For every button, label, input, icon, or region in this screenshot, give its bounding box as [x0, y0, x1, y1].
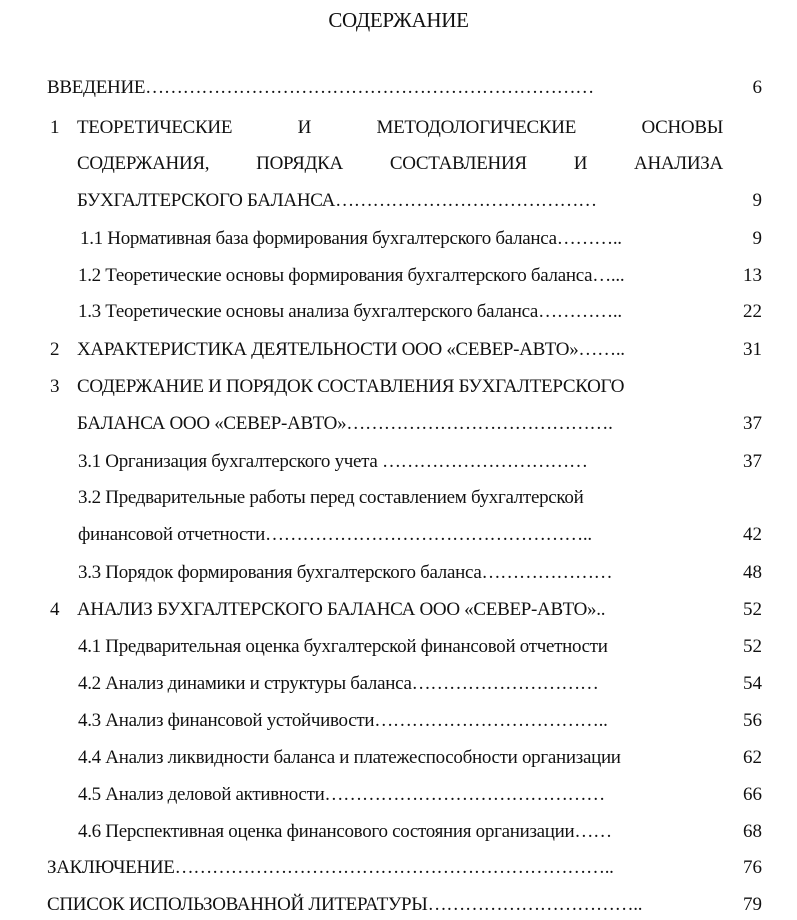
page-number: 56: [743, 710, 762, 731]
page-number: 52: [743, 599, 762, 620]
toc-entry-3-3[interactable]: 3.3 Порядок формирования бухгалтерского баланса…………………: [78, 562, 613, 583]
toc-entry-4-6[interactable]: 4.6 Перспективная оценка финансового состояния организации……: [78, 821, 612, 842]
toc-entry-1-2[interactable]: 1.2 Теоретические основы формирования бухгалтерского баланса…...: [78, 265, 625, 286]
page-number: 13: [743, 265, 762, 286]
toc-entry-conclusion[interactable]: ЗАКЛЮЧЕНИЕ……………………………………………………………..: [47, 857, 614, 878]
toc-entry-chapter-3-line-1[interactable]: СОДЕРЖАНИЕ И ПОРЯДОК СОСТАВЛЕНИЯ БУХГАЛТЕРСКОГО: [77, 376, 625, 397]
toc-entry-3-2-line-2[interactable]: финансовой отчетности……………………………………………..: [78, 524, 592, 545]
toc-entry-4-2[interactable]: 4.2 Анализ динамики и структуры баланса…………………………: [78, 673, 599, 694]
page-number: 42: [743, 524, 762, 545]
page-number: 22: [743, 301, 762, 322]
page-number: 31: [743, 339, 762, 360]
word: ПОРЯДКА: [256, 153, 343, 174]
page-number: 9: [752, 190, 762, 211]
word: И: [297, 117, 312, 138]
word: И: [573, 153, 588, 174]
page-number: 6: [752, 77, 762, 98]
page-number: 9: [752, 228, 762, 249]
page-number: 54: [743, 673, 762, 694]
word: АНАЛИЗА: [634, 153, 723, 174]
chapter-number: 2: [50, 339, 60, 360]
page-number: 52: [743, 636, 762, 657]
chapter-number: 3: [50, 376, 60, 397]
toc-entry-1-1[interactable]: 1.1 Нормативная база формирования бухгалтерского баланса………..: [80, 228, 622, 249]
toc-entry-chapter-1-line-1[interactable]: [77, 113, 723, 143]
page-number: 79: [743, 894, 762, 915]
toc-entry-chapter-2[interactable]: ХАРАКТЕРИСТИКА ДЕЯТЕЛЬНОСТИ ООО «СЕВЕР-АВТО»……..: [77, 339, 625, 360]
toc-entry-4-4[interactable]: 4.4 Анализ ликвидности баланса и платежеспособности организации: [78, 747, 621, 768]
toc-entry-chapter-3-line-2[interactable]: БАЛАНСА ООО «СЕВЕР-АВТО»…………………………………….: [77, 413, 613, 434]
toc-entry-introduction[interactable]: ВВЕДЕНИЕ………………………………………………………………: [47, 77, 594, 98]
chapter-number: 1: [50, 117, 60, 138]
word: СОДЕРЖАНИЯ,: [77, 153, 210, 174]
toc-entry-4-3[interactable]: 4.3 Анализ финансовой устойчивости………………………………..: [78, 710, 608, 731]
page-number: 37: [743, 451, 762, 472]
toc-entry-4-1[interactable]: 4.1 Предварительная оценка бухгалтерской финансовой отчетности: [78, 636, 608, 657]
page-number: 62: [743, 747, 762, 768]
toc-entry-chapter-4[interactable]: АНАЛИЗ БУХГАЛТЕРСКОГО БАЛАНСА ООО «СЕВЕР-АВТО»..: [77, 599, 606, 620]
toc-entry-1-3[interactable]: 1.3 Теоретические основы анализа бухгалтерского баланса…………..: [78, 301, 622, 322]
toc-entry-bibliography[interactable]: СПИСОК ИСПОЛЬЗОВАННОЙ ЛИТЕРАТУРЫ……………………………..: [47, 894, 643, 915]
page-number: 48: [743, 562, 762, 583]
toc-entry-chapter-1-line-3[interactable]: БУХГАЛТЕРСКОГО БАЛАНСА……………………………………: [77, 190, 597, 211]
toc-entry-chapter-1-line-2[interactable]: [77, 149, 723, 179]
word: ОСНОВЫ: [641, 117, 723, 138]
toc-entry-3-1[interactable]: 3.1 Организация бухгалтерского учета ……………………………: [78, 451, 588, 472]
page-number: 68: [743, 821, 762, 842]
word: СОСТАВЛЕНИЯ: [389, 153, 527, 174]
chapter-number: 4: [50, 599, 60, 620]
toc-entry-3-2-line-1[interactable]: 3.2 Предварительные работы перед составлением бухгалтерской: [78, 487, 584, 508]
word: МЕТОДОЛОГИЧЕСКИЕ: [376, 117, 577, 138]
toc-entry-4-5[interactable]: 4.5 Анализ деловой активности………………………………………: [78, 784, 605, 805]
page-number: 37: [743, 413, 762, 434]
page-number: 76: [743, 857, 762, 878]
page-number: 66: [743, 784, 762, 805]
word: ТЕОРЕТИЧЕСКИЕ: [77, 117, 233, 138]
toc-title: СОДЕРЖАНИЕ: [328, 8, 469, 32]
